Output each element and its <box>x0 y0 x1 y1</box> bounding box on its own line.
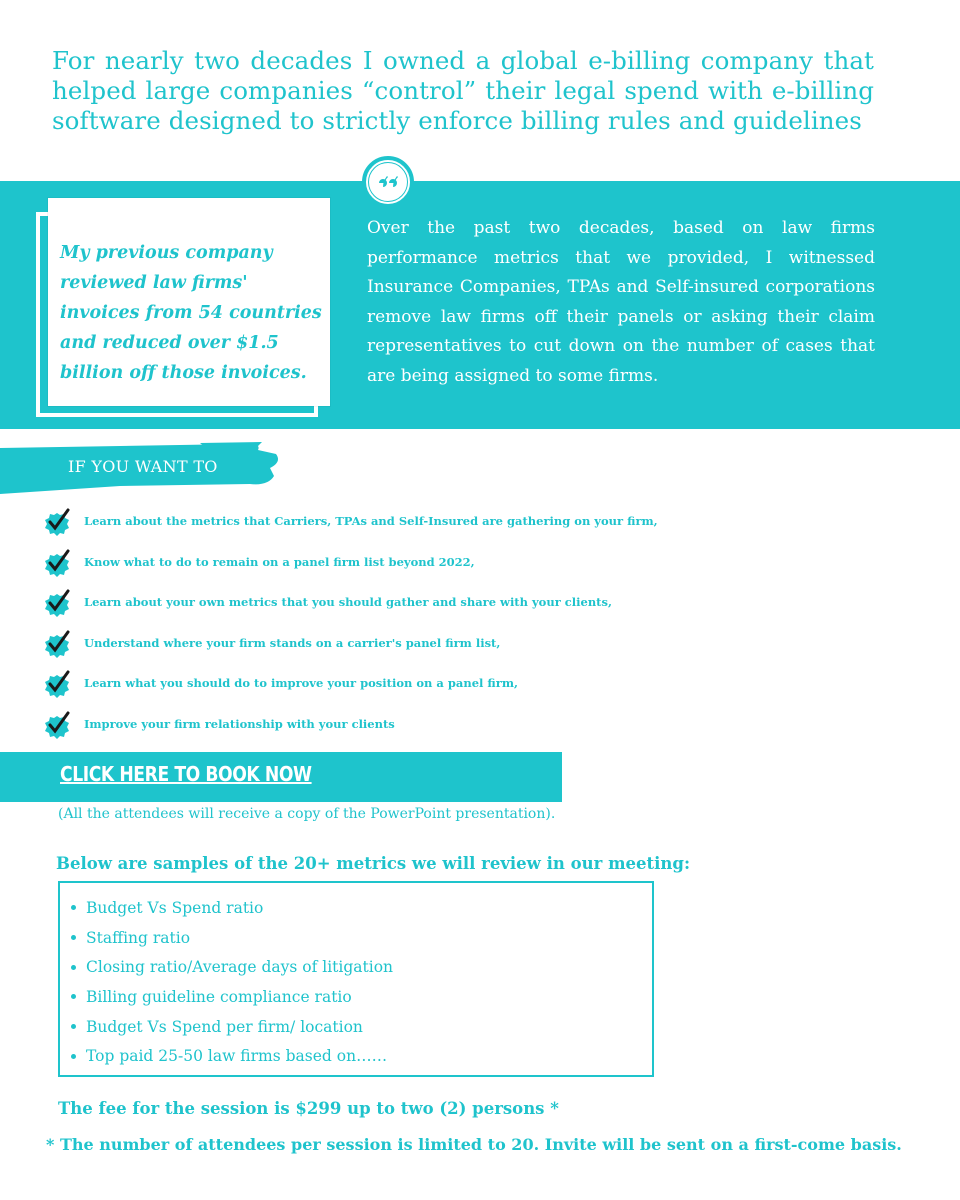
metrics-list <box>70 893 393 1071</box>
metric-text: Billing guideline compliance ratio <box>86 987 352 1006</box>
book-now-link[interactable]: CLICK HERE TO BOOK NOW <box>60 762 312 786</box>
benefit-text: Learn about your own metrics that you should gather and share with your clients, <box>84 595 612 609</box>
bullet-icon <box>71 1054 76 1059</box>
list-item <box>70 1012 393 1042</box>
band-paragraph: Over the past two decades, based on law firms performance metrics that we provided, I witnessed Insurance Companies, TPAs and Self-insured corporations remove law firms off their panels or asking their claim representatives to cut down on the number of cases that are being assigned to some firms. <box>367 218 875 386</box>
benefit-text: Learn what you should do to improve your position on a panel firm, <box>84 676 518 690</box>
bullet-icon <box>71 994 76 999</box>
benefit-text: Improve your firm relationship with your clients <box>84 716 395 731</box>
metric-text: Staffing ratio <box>86 928 191 947</box>
quote-card <box>48 198 330 406</box>
benefit-text: Understand where your firm stands on a carrier's panel firm list, <box>84 635 501 650</box>
metric-text: Top paid 25-50 law firms based on…… <box>86 1047 388 1066</box>
benefit-text: Know what to do to remain on a panel firm list beyond 2022, <box>84 554 475 569</box>
metric-text: Budget Vs Spend per firm/ location <box>86 1017 363 1036</box>
list-item <box>42 506 742 547</box>
intro-paragraph: For nearly two decades I owned a global e-billing company that helped large companies “control” their legal spend with e-billing software designed to strictly enforce billing rules and guidelines <box>52 46 874 135</box>
metrics-box <box>58 881 654 1077</box>
benefit-text: Learn about the metrics that Carriers, TPAs and Self-Insured are gathering on your firm, <box>84 514 658 528</box>
list-item <box>42 709 742 750</box>
list-item <box>42 628 742 669</box>
checkmark-badge-icon <box>42 508 72 540</box>
metric-text: Budget Vs Spend ratio <box>86 898 264 917</box>
quote-card-text: My previous company reviewed law firms' invoices from 54 countries and reduced over $1.5 billion off those invoices. <box>60 243 322 383</box>
bullet-icon <box>71 935 76 940</box>
bullet-icon <box>71 905 76 910</box>
metrics-title: Below are samples of the 20+ metrics we will review in our meeting: <box>56 854 691 873</box>
checkmark-badge-icon <box>42 670 72 702</box>
benefits-list <box>42 506 742 749</box>
footnote-text: * The number of attendees per session is limited to 20. Invite will be sent on a first-come basis. <box>46 1135 902 1154</box>
list-item <box>70 893 393 923</box>
if-you-want-label: IF YOU WANT TO <box>68 457 218 476</box>
metric-text: Closing ratio/Average days of litigation <box>86 958 394 977</box>
list-item <box>70 923 393 953</box>
fee-text: The fee for the session is $299 up to two (2) persons * <box>58 1099 559 1118</box>
list-item <box>70 1041 393 1071</box>
list-item <box>42 668 742 709</box>
list-item <box>42 547 742 588</box>
bullet-icon <box>71 1024 76 1029</box>
list-item <box>42 587 742 628</box>
bullet-icon <box>71 965 76 970</box>
checkmark-badge-icon <box>42 549 72 581</box>
checkmark-badge-icon <box>42 630 72 662</box>
list-item <box>70 982 393 1012</box>
checkmark-badge-icon <box>42 711 72 743</box>
quote-icon <box>362 156 414 208</box>
attendee-note: (All the attendees will receive a copy of the PowerPoint presentation). <box>58 806 556 822</box>
list-item <box>70 952 393 982</box>
checkmark-badge-icon <box>42 589 72 621</box>
